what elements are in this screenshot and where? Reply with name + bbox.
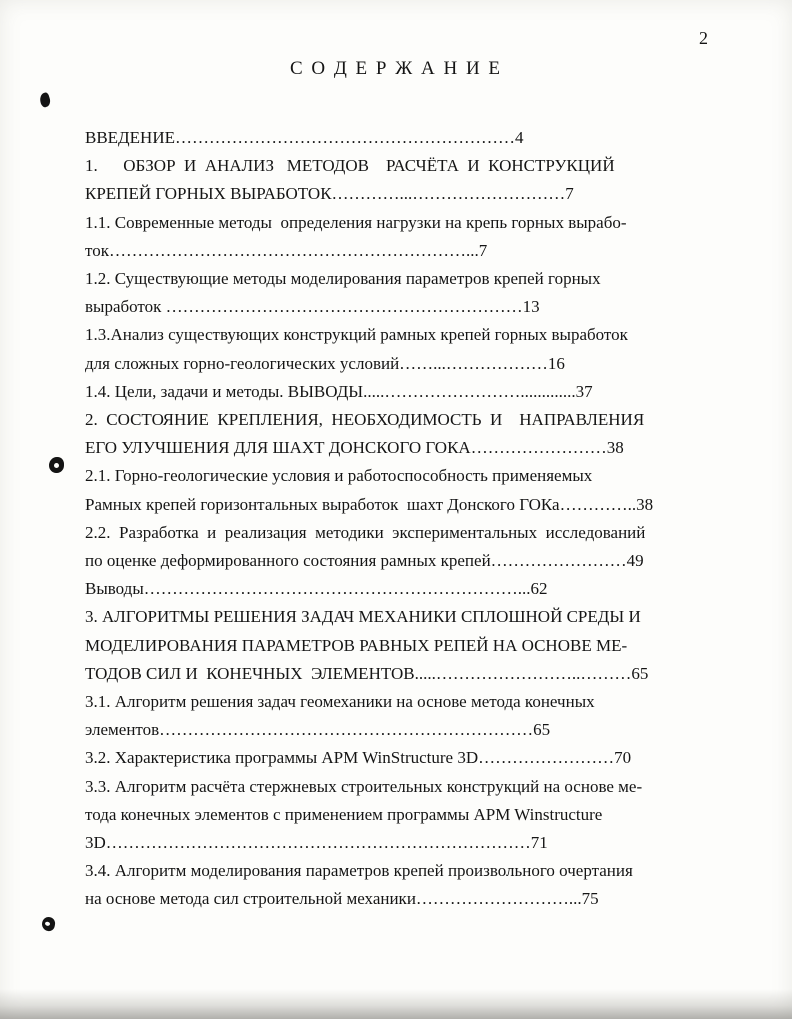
toc-line: 3.3. Алгоритм расчёта стержневых строительных конструкций на основе ме- [85,776,643,796]
toc-line: 1. ОБЗОР И АНАЛИЗ МЕТОДОВ РАСЧЁТА И КОНСТРУКЦИЙ [85,156,615,176]
toc-line: тода конечных элементов с применением программы APM Winstructure [85,804,603,824]
toc-line: 2. СОСТОЯНИЕ КРЕПЛЕНИЯ, НЕОБХОДИМОСТЬ И НАПРАВЛЕНИЯ [85,410,645,430]
toc-line: 3.1. Алгоритм решения задач геомеханики на основе метода конечных [85,692,595,712]
toc-line: выработок ………………………………………………………13 [85,297,540,317]
toc-line: для сложных горно-геологических условий……...………………16 [85,353,565,373]
toc-line: по оценке деформированного состояния рамных крепей……………………49 [85,551,644,571]
toc-line: ЕГО УЛУЧШЕНИЯ ДЛЯ ШАХТ ДОНСКОГО ГОКА……………………38 [85,438,624,458]
page-title: С О Д Е Р Ж А Н И Е [289,58,503,79]
toc-line: 1.4. Цели, задачи и методы. ВЫВОДЫ.....…………………….............37 [85,381,593,401]
toc-line: 3.4. Алгоритм моделирования параметров крепей произвольного очертания [85,861,633,881]
toc-line: 3. АЛГОРИТМЫ РЕШЕНИЯ ЗАДАЧ МЕХАНИКИ СПЛОШНОЙ СРЕДЫ И [85,607,641,627]
toc-line: МОДЕЛИРОВАНИЯ ПАРАМЕТРОВ РАВНЫХ РЕПЕЙ НА ОСНОВЕ МЕ- [85,635,628,655]
page-number: 2 [699,28,708,48]
toc-line: ВВЕДЕНИЕ……………………………………………………4 [85,128,524,147]
scan-edge-artifact [0,989,792,1019]
toc-line: Рамных крепей горизонтальных выработок шахт Донского ГОКа…………..38 [85,494,654,514]
scan-ink-blot-artifact [41,916,57,932]
toc-line: 1.1. Современные методы определения нагрузки на крепь горных вырабо- [85,212,627,232]
toc-line: 2.2. Разработка и реализация методики экспериментальных исследований [85,522,646,542]
toc-line: 3D…………………………………………………………………71 [85,833,548,853]
toc-line: 1.3.Анализ существующих конструкций рамных крепей горных выработок [85,325,628,345]
toc-line: Выводы…………………………………………………………...62 [85,579,548,599]
scan-ink-blot-artifact [38,92,52,108]
scan-ink-blot-artifact [49,457,64,473]
toc-line: 1.2. Существующие методы моделирования параметров крепей горных [85,269,601,289]
table-of-contents [85,124,717,914]
toc-line: ТОДОВ СИЛ И КОНЕЧНЫХ ЭЛЕМЕНТОВ.....……………………..………65 [85,663,649,683]
toc-line: КРЕПЕЙ ГОРНЫХ ВЫРАБОТОК…………...………………………7 [85,184,574,204]
toc-line: на основе метода сил строительной механики………………………...75 [85,889,599,909]
toc-line: 3.2. Характеристика программы APM WinStructure 3D……………………70 [85,748,632,768]
toc-line: 2.1. Горно-геологические условия и работоспособность применяемых [85,466,593,486]
toc-line: ток………………………………………………………...7 [85,240,488,260]
toc-line: элементов…………………………………………………………65 [85,720,551,740]
